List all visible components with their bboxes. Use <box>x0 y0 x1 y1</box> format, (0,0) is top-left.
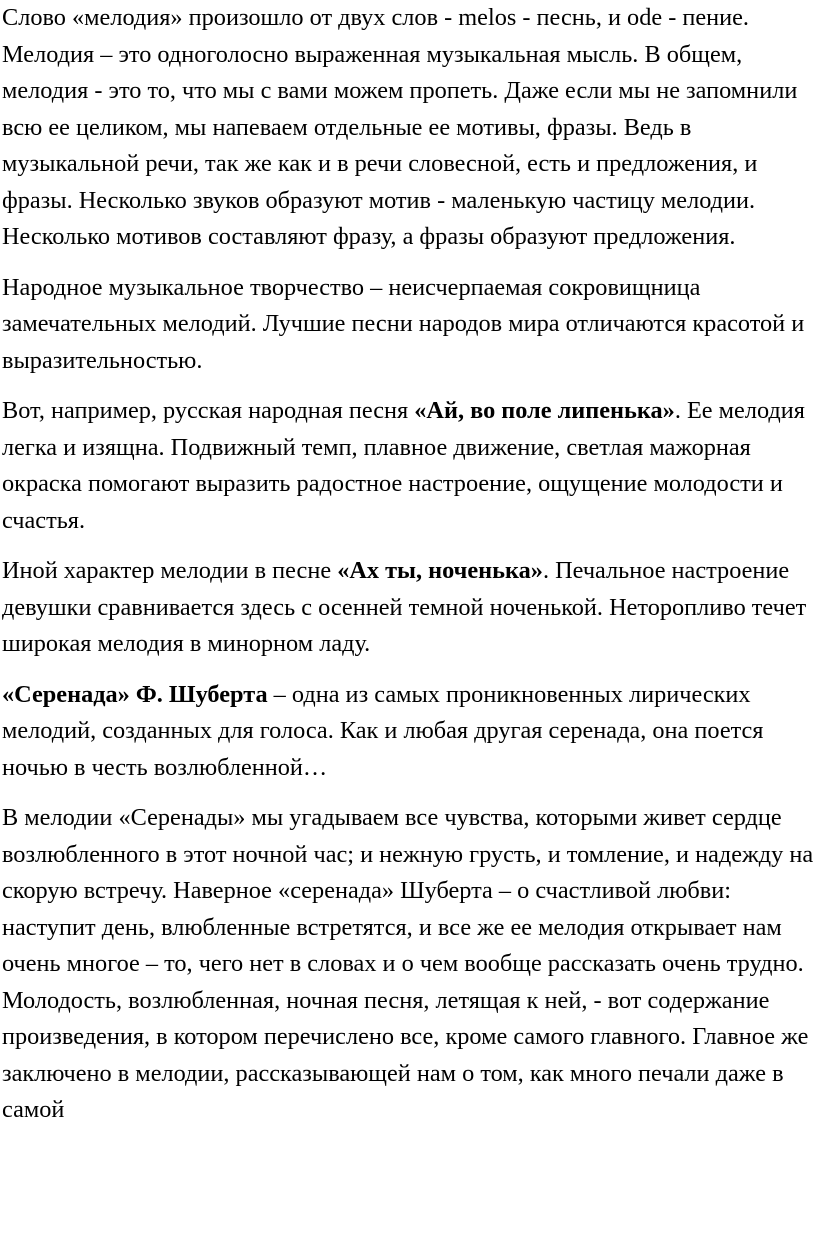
paragraph-nochenka <box>2 553 816 663</box>
paragraph-melody-definition: Слово «мелодия» произошло от двух слов - melos - песнь, и ode - пение. Мелодия – это одноголосно выраженная музыкальная мысль. В общем, мелодия - это то, что мы с вами можем пропеть. Даже если мы не запомнили всю ее целиком, мы напеваем отдельные ее мотивы, фразы. Ведь в музыкальной речи, так же как и в речи словесной, есть и предложения, и фразы. Несколько звуков образуют мотив - маленькую частицу мелодии. Несколько мотивов составляют фразу, а фразы образуют предложения. <box>2 4 798 250</box>
paragraph-serenade-intro <box>2 677 816 787</box>
text-run: . Ее мелодия легка и изящна. Подвижный темп, плавное движение, светлая мажорная окраска помогают выразить радостное настроение, ощущение молодости и счастья. <box>2 397 805 534</box>
text-run: – одна из самых проникновенных лирических мелодий, созданных для голоса. Как и любая другая серенада, она поется ночью в честь возлюбленной… <box>2 680 764 781</box>
text-run: . Печальное настроение девушки сравнивается здесь с осенней темной ноченькой. Неторопливо течет широкая мелодия в минорном ладу. <box>2 557 807 657</box>
text-run: Вот, например, русская народная песня <box>2 397 415 424</box>
paragraph-lipenka <box>2 393 816 539</box>
text-run: Иной характер мелодии в песне <box>2 557 338 584</box>
song-title-serenade: «Серенада» Ф. Шуберта <box>2 680 268 708</box>
paragraph-folk-music: Народное музыкальное творчество – неисчерпаемая сокровищница замечательных мелодий. Лучшие песни народов мира отличаются красотой и выразительностью. <box>2 273 805 374</box>
song-title-lipenka: «Ай, во поле липенька» <box>414 397 675 424</box>
paragraph-serenade-analysis: В мелодии «Серенады» мы угадываем все чувства, которыми живет сердце возлюбленного в этот ночной час; и нежную грусть, и томление, и надежду на скорую встречу. Наверное «серенада» Шуберта – о счастливой любви: наступит день, влюбленные встретятся, и все же ее мелодия открывает нам очень многое – то, чего нет в словах и о чем вообще рассказать очень трудно. Молодость, возлюбленная, ночная песня, летящая к ней, - вот содержание произведения, в котором перечислено все, кроме самого главного. Главное же заключено в мелодии, рассказывающей нам о том, как много печали даже в самой <box>2 804 814 1123</box>
song-title-nochenka: «Ах ты, ноченька» <box>337 557 543 584</box>
